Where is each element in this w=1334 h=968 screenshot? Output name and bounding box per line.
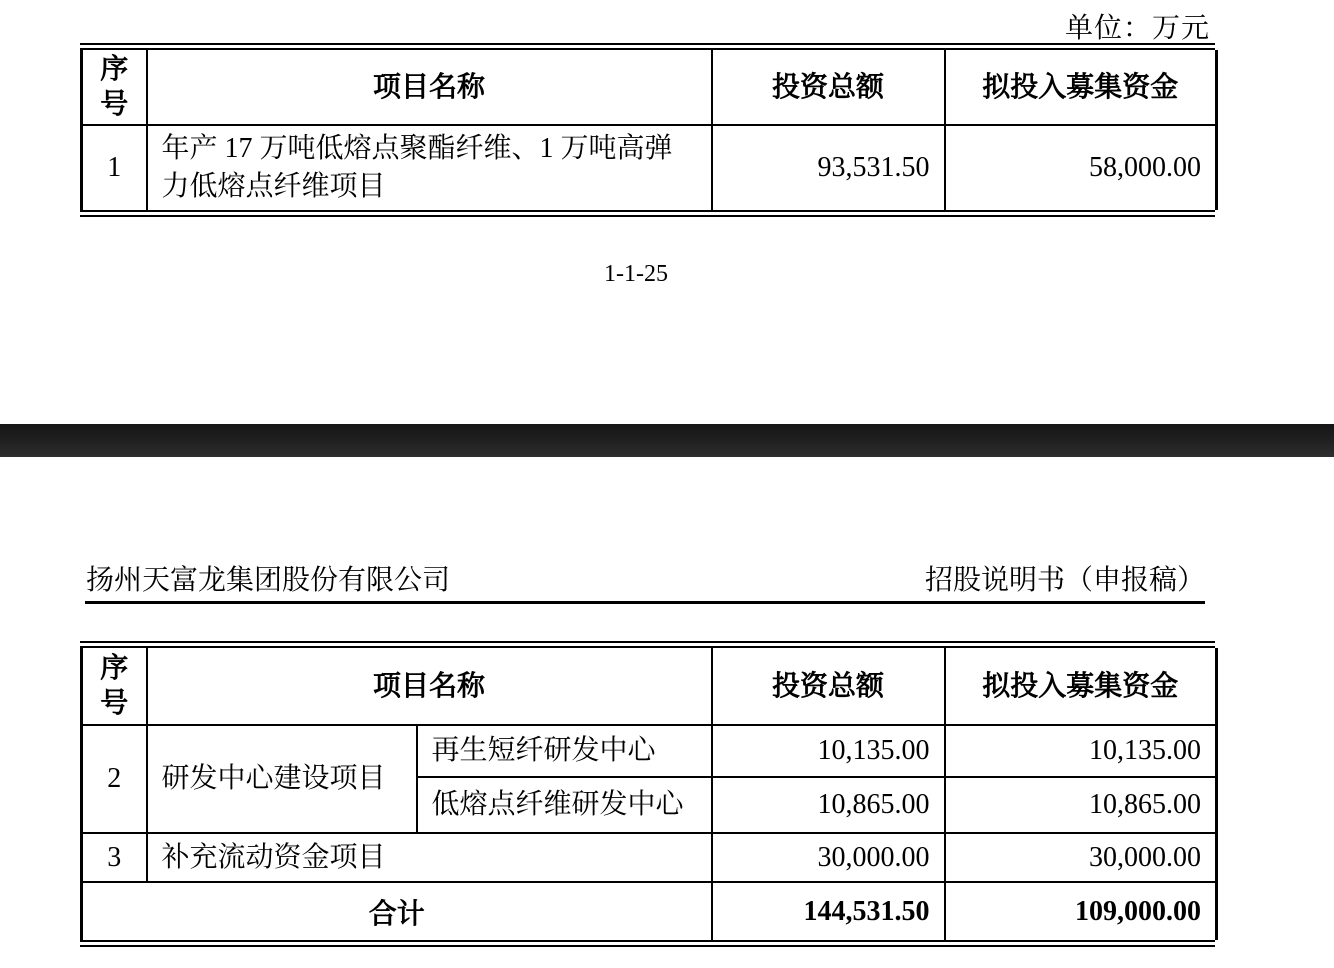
total-investment-value: 93,531.50 [712,125,945,210]
table2-row-3 [82,833,1217,882]
fundraising-table-page2-grid [80,648,1218,940]
project-name: 年产 17 万吨低熔点聚酯纤维、1 万吨高弹力低熔点纤维项目 [147,125,712,210]
raised-funds-value: 30,000.00 [945,833,1217,882]
row-no: 1 [82,125,147,210]
company-name-header: 扬州天富龙集团股份有限公司 [86,565,451,596]
row-no: 3 [82,833,147,882]
raised-funds-value: 58,000.00 [945,125,1217,210]
fundraising-table-page2 [80,641,1215,947]
table2-header-row [82,648,1217,725]
total-investment-value: 30,000.00 [712,833,945,882]
raised-funds-value: 10,865.00 [945,777,1217,833]
total-investment-value: 10,865.00 [712,777,945,833]
fundraising-table-page1-grid [80,50,1218,210]
total-investment-value: 10,135.00 [712,725,945,777]
table2-row-2a [82,725,1217,777]
sub-project-name: 低熔点纤维研发中心 [417,777,712,833]
total-investment-sum: 144,531.50 [712,882,945,940]
project-name: 补充流动资金项目 [147,833,712,882]
project-group-name: 研发中心建设项目 [147,725,417,833]
document-title-header: 招股说明书（申报稿） [924,565,1205,596]
col-header-no: 序号 [82,648,147,725]
col-header-total-investment: 投资总额 [712,50,945,125]
col-header-no: 序号 [82,50,147,125]
page-separator-bar [0,424,1334,457]
raised-funds-sum: 109,000.00 [945,882,1217,940]
page-number: 1-1-25 [604,261,668,287]
table2-total-row [82,882,1217,940]
table1-row-1 [82,125,1217,210]
col-header-project-name: 项目名称 [147,648,712,725]
col-header-total-investment: 投资总额 [712,648,945,725]
header-rule [85,601,1205,604]
col-header-raised-funds: 拟投入募集资金 [945,648,1217,725]
col-header-raised-funds: 拟投入募集资金 [945,50,1217,125]
row-no: 2 [82,725,147,833]
total-label: 合计 [82,882,712,940]
unit-label: 单位：万元 [1064,13,1210,44]
table1-header-row [82,50,1217,125]
col-header-project-name: 项目名称 [147,50,712,125]
raised-funds-value: 10,135.00 [945,725,1217,777]
fundraising-table-page1 [80,43,1215,217]
sub-project-name: 再生短纤研发中心 [417,725,712,777]
